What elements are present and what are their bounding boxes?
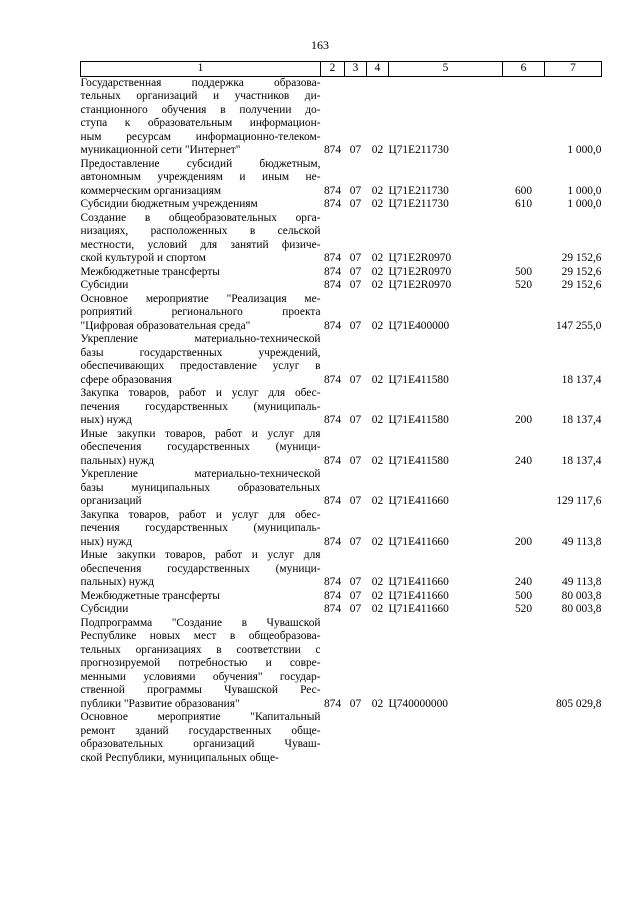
table-row xyxy=(81,711,602,765)
cell-c5: Ц71Е2R0970 xyxy=(388,279,452,291)
cell-c3: 07 xyxy=(349,184,362,197)
cell-c6: 200 xyxy=(514,535,533,548)
cell-c3: 07 xyxy=(349,144,362,156)
row-name-line: Основное мероприятие "Капитальный xyxy=(80,711,321,723)
cell-c6: 200 xyxy=(514,414,533,426)
cell-c3: 07 xyxy=(349,279,362,291)
row-name xyxy=(81,198,321,212)
row-name-line: образовательных организаций Чуваш- xyxy=(80,738,321,750)
cell-c7: 18 137,4 xyxy=(561,454,602,467)
page-number: 163 xyxy=(311,38,329,52)
row-name-line: Укрепление материально-технической xyxy=(80,333,321,345)
cell-c6 xyxy=(503,617,545,712)
cell-c2: 874 xyxy=(323,535,342,548)
cell-c6 xyxy=(503,333,545,387)
cell-c4: 02 xyxy=(371,252,384,264)
row-name-line: обеспечения государственных (муници- xyxy=(80,441,321,453)
row-name-line: "Цифровая образовательная среда" xyxy=(80,319,251,332)
cell-c4: 02 xyxy=(371,589,384,602)
cell-c3: 07 xyxy=(349,495,362,507)
cell-c5 xyxy=(389,711,503,765)
row-name-line: Основное мероприятие "Реализация ме- xyxy=(80,292,321,305)
row-name-line: Закупка товаров, работ и услуг для обес- xyxy=(80,508,321,521)
table-row xyxy=(81,509,602,550)
cell-c3: 07 xyxy=(349,603,362,615)
cell-c6: 500 xyxy=(514,589,533,602)
row-name xyxy=(81,158,321,199)
header-col-2: 2 xyxy=(321,62,345,77)
row-name-line: Укрепление материально-технической xyxy=(80,468,321,480)
cell-c4: 02 xyxy=(371,454,384,467)
cell-c2: 874 xyxy=(323,414,342,426)
header-col-3: 3 xyxy=(345,62,367,77)
row-name xyxy=(81,212,321,266)
row-name xyxy=(81,549,321,590)
row-name-line: Субсидии бюджетным учреждениям xyxy=(80,198,258,210)
row-name-line: ской культурой и спортом xyxy=(80,252,206,264)
cell-c3: 07 xyxy=(349,373,362,386)
table-row xyxy=(81,158,602,199)
row-name xyxy=(81,509,321,550)
cell-c3: 07 xyxy=(349,576,362,588)
cell-c2: 874 xyxy=(323,184,342,197)
cell-c2: 874 xyxy=(323,576,342,588)
cell-c5: Ц71Е400000 xyxy=(388,319,450,332)
cell-c7: 80 003,8 xyxy=(561,589,602,602)
table-row xyxy=(81,279,602,293)
row-name-line: обеспечивающих предоставление услуг в xyxy=(80,360,321,372)
cell-c4: 02 xyxy=(371,535,384,548)
row-name xyxy=(81,279,321,293)
cell-c5: Ц71Е211730 xyxy=(388,144,449,156)
cell-c5: Ц71Е411660 xyxy=(388,495,449,507)
row-name-line: Государственная поддержка образова- xyxy=(80,76,321,89)
cell-c3: 07 xyxy=(349,535,362,548)
row-name-line: ской Республики, муниципальных обще- xyxy=(80,751,279,764)
row-name-line: печения государственных (муниципаль- xyxy=(80,400,321,413)
row-name-line: роприятий регионального проекта xyxy=(80,306,321,318)
cell-c6: 610 xyxy=(514,198,533,210)
table-row xyxy=(81,617,602,712)
row-name-line: базы муниципальных образовательных xyxy=(80,481,321,494)
cell-c4 xyxy=(367,711,389,765)
cell-c3: 07 xyxy=(349,454,362,467)
row-name-line: обеспечения государственных (муници- xyxy=(80,562,321,575)
row-name-line: Иные закупки товаров, работ и услуг для xyxy=(80,549,321,561)
cell-c2: 874 xyxy=(323,279,342,291)
cell-c4: 02 xyxy=(371,495,384,507)
table-row xyxy=(81,468,602,509)
cell-c3: 07 xyxy=(349,198,362,210)
cell-c2: 874 xyxy=(323,144,342,156)
cell-c7: 29 152,6 xyxy=(561,279,602,291)
row-name xyxy=(81,711,321,765)
cell-c3: 07 xyxy=(349,414,362,426)
row-name-line: ступа к образовательным информацион- xyxy=(80,117,321,129)
cell-c5: Ц71Е2R0970 xyxy=(388,265,452,278)
cell-c2: 874 xyxy=(323,198,342,210)
row-name-line: менными условиями обучения" государ- xyxy=(80,670,321,683)
cell-c7: 49 113,8 xyxy=(562,576,602,588)
row-name-line: Республике новых мест в общеобразова- xyxy=(80,630,321,642)
cell-c5: Ц71Е211730 xyxy=(388,198,449,210)
cell-c7: 147 255,0 xyxy=(555,319,602,332)
row-name-line: Межбюджетные трансферты xyxy=(80,589,220,602)
cell-c4: 02 xyxy=(371,576,384,588)
cell-c7 xyxy=(545,711,602,765)
row-name-line: тельных организациях в соответствии с xyxy=(80,643,321,656)
cell-c6 xyxy=(503,212,545,266)
cell-c5: Ц740000000 xyxy=(388,697,448,710)
cell-c6 xyxy=(503,711,545,765)
cell-c4: 02 xyxy=(371,414,384,426)
table-row xyxy=(81,266,602,280)
cell-c5: Ц71Е411660 xyxy=(388,603,449,615)
table-row xyxy=(81,198,602,212)
cell-c2: 874 xyxy=(323,454,342,467)
header-col-5: 5 xyxy=(389,62,503,77)
row-name-line: автономным учреждениям и иным не- xyxy=(80,171,321,183)
cell-c4: 02 xyxy=(371,603,384,615)
cell-c3: 07 xyxy=(349,697,362,710)
cell-c3 xyxy=(345,711,367,765)
cell-c3: 07 xyxy=(349,252,362,264)
row-name-line: пальных) нужд xyxy=(80,454,155,467)
cell-c3: 07 xyxy=(349,265,362,278)
cell-c7: 18 137,4 xyxy=(561,373,602,386)
row-name-line: ных) нужд xyxy=(80,414,132,426)
header-col-1: 1 xyxy=(81,62,321,77)
cell-c2: 874 xyxy=(323,697,342,710)
budget-table xyxy=(80,61,602,765)
cell-c4: 02 xyxy=(371,198,384,210)
header-row xyxy=(81,62,602,77)
cell-c2: 874 xyxy=(323,495,342,507)
table-row xyxy=(81,293,602,334)
cell-c7: 1 000,0 xyxy=(567,198,602,210)
row-name-line: ных) нужд xyxy=(80,535,132,548)
cell-c4: 02 xyxy=(371,144,384,156)
row-name xyxy=(81,293,321,334)
cell-c7: 129 117,6 xyxy=(556,495,602,507)
row-name xyxy=(81,428,321,469)
row-name-line: пальных) нужд xyxy=(80,576,155,588)
cell-c6: 240 xyxy=(514,576,533,588)
cell-c2: 874 xyxy=(323,265,342,278)
row-name xyxy=(81,387,321,428)
cell-c7: 80 003,8 xyxy=(561,603,602,615)
row-name xyxy=(81,76,321,158)
header-col-4: 4 xyxy=(367,62,389,77)
row-name-line: муникационной сети "Интернет" xyxy=(80,144,241,156)
row-name-line: базы государственных учреждений, xyxy=(80,346,321,359)
row-name-line: ремонт зданий государственных обще- xyxy=(80,724,321,737)
cell-c2: 874 xyxy=(323,373,342,386)
row-name-line: Субсидии xyxy=(80,603,129,615)
cell-c2: 874 xyxy=(323,319,342,332)
row-name-line: Предоставление субсидий бюджетным, xyxy=(80,157,321,170)
row-name-line: Субсидии xyxy=(80,279,129,291)
cell-c4: 02 xyxy=(371,373,384,386)
table-body xyxy=(81,76,602,765)
cell-c6: 520 xyxy=(514,279,533,291)
cell-c2: 874 xyxy=(323,589,342,602)
row-name-line: печения государственных (муниципаль- xyxy=(80,522,321,534)
cell-c5: Ц71Е411580 xyxy=(388,414,449,426)
cell-c7: 18 137,4 xyxy=(561,414,602,426)
table-row xyxy=(81,549,602,590)
cell-c6: 600 xyxy=(514,184,533,197)
cell-c6: 500 xyxy=(514,265,533,278)
row-name-line: станционного обучения в получении до- xyxy=(80,103,321,116)
cell-c7: 1 000,0 xyxy=(567,144,602,156)
cell-c5: Ц71Е411660 xyxy=(388,576,449,588)
cell-c3: 07 xyxy=(349,319,362,332)
cell-c4: 02 xyxy=(371,279,384,291)
row-name xyxy=(81,617,321,712)
cell-c4: 02 xyxy=(371,319,384,332)
row-name-line: тельных организаций и участников ди- xyxy=(80,90,321,102)
cell-c6 xyxy=(503,468,545,509)
header-col-6: 6 xyxy=(503,62,545,77)
row-name-line: Подпрограмма "Создание в Чувашской xyxy=(80,616,321,629)
row-name-line: Закупка товаров, работ и услуг для обес- xyxy=(80,387,321,399)
cell-c2: 874 xyxy=(323,603,342,615)
row-name-line: организаций xyxy=(80,495,142,507)
cell-c7: 29 152,6 xyxy=(561,252,602,264)
cell-c2 xyxy=(321,711,345,765)
cell-c4: 02 xyxy=(371,697,384,710)
cell-c7: 29 152,6 xyxy=(561,265,602,278)
header-col-7: 7 xyxy=(545,62,602,77)
cell-c4: 02 xyxy=(371,184,384,197)
row-name-line: коммерческим организациям xyxy=(80,184,222,197)
row-name-line: местности, условий для занятий физиче- xyxy=(80,238,321,251)
table-row xyxy=(81,212,602,266)
cell-c5: Ц71Е411660 xyxy=(388,535,449,548)
cell-c6 xyxy=(503,76,545,158)
cell-c5: Ц71Е211730 xyxy=(388,184,449,197)
cell-c5: Ц71Е2R0970 xyxy=(388,252,452,264)
row-name xyxy=(81,603,321,617)
row-name-line: Межбюджетные трансферты xyxy=(80,265,220,278)
row-name-line: низациях, расположенных в сельской xyxy=(80,225,321,237)
cell-c7: 1 000,0 xyxy=(567,184,602,197)
cell-c5: Ц71Е411660 xyxy=(388,589,449,602)
cell-c7: 49 113,8 xyxy=(562,535,602,548)
table-row xyxy=(81,428,602,469)
cell-c3: 07 xyxy=(349,589,362,602)
cell-c6: 520 xyxy=(514,603,533,615)
table-row xyxy=(81,603,602,617)
cell-c5: Ц71Е411580 xyxy=(388,454,449,467)
row-name-line: публики "Развитие образования" xyxy=(80,697,240,710)
cell-c2: 874 xyxy=(323,252,342,264)
row-name xyxy=(81,266,321,280)
row-name xyxy=(81,468,321,509)
cell-c6: 240 xyxy=(514,454,533,467)
row-name-line: ным ресурсам информационно-телеком- xyxy=(80,130,321,143)
row-name-line: Создание в общеобразовательных орга- xyxy=(80,211,321,224)
cell-c5: Ц71Е411580 xyxy=(388,373,449,386)
cell-c7: 805 029,8 xyxy=(555,697,602,710)
row-name-line: прогнозируемой потребностью и совре- xyxy=(80,657,321,669)
row-name-line: сфере образования xyxy=(80,373,172,386)
row-name-line: ственной программы Чувашской Рес- xyxy=(80,684,321,696)
row-name xyxy=(81,333,321,387)
table-row xyxy=(81,333,602,387)
table-row xyxy=(81,76,602,158)
table-row xyxy=(81,590,602,604)
row-name-line: Иные закупки товаров, работ и услуг для xyxy=(80,427,321,440)
row-name xyxy=(81,590,321,604)
cell-c6 xyxy=(503,293,545,334)
table-row xyxy=(81,387,602,428)
cell-c4: 02 xyxy=(371,265,384,278)
